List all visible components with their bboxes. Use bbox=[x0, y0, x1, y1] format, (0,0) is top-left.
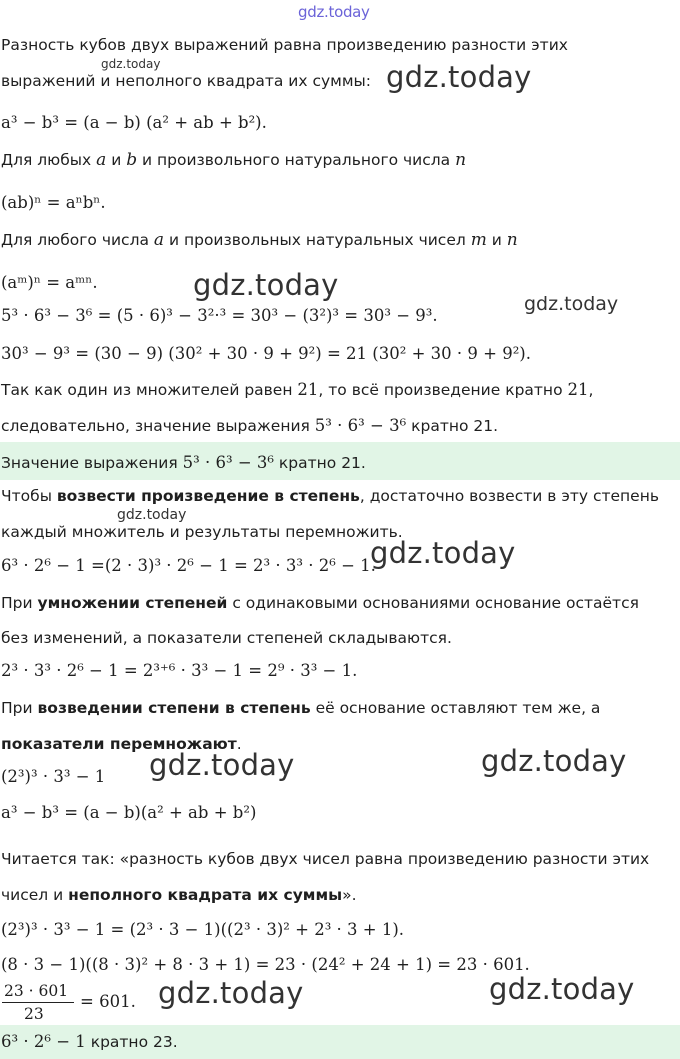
bold-term: показатели перемножают bbox=[1, 735, 237, 753]
text: , то всё произведение кратно bbox=[318, 381, 568, 399]
watermark-top: gdz.today bbox=[298, 3, 370, 21]
expression: 5³ · 6³ − 3⁶ bbox=[314, 416, 407, 435]
text: её основание оставляют тем же, а bbox=[310, 699, 601, 717]
watermark-big-7: gdz.today bbox=[489, 972, 635, 1006]
fraction-denominator: 23 bbox=[24, 1005, 44, 1023]
text: При bbox=[1, 594, 38, 612]
formula-step-3: 6³ · 2⁶ − 1 =(2 · 3)³ · 2⁶ − 1 = 2³ · 3³ · 2⁶ − 1. bbox=[1, 556, 376, 575]
formula-power-of-power: (aᵐ)ⁿ = aᵐⁿ. bbox=[1, 273, 98, 292]
paragraph-multiple-21 bbox=[1, 380, 680, 400]
formula-difference-of-cubes-2: a³ − b³ = (a − b)(a² + ab + b²) bbox=[1, 803, 257, 822]
watermark-big-4: gdz.today bbox=[149, 748, 295, 782]
text: Так как один из множителей равен bbox=[1, 381, 298, 399]
paragraph-product-to-power-line2: каждый множитель и результаты перемножить. bbox=[1, 523, 403, 541]
text: кратно 23. bbox=[85, 1033, 178, 1051]
paragraph-reading-line2 bbox=[1, 885, 680, 905]
watermark-medium-1: gdz.today bbox=[524, 293, 619, 315]
watermark-big-5: gdz.today bbox=[481, 744, 627, 778]
paragraph-product-to-power-line1 bbox=[1, 486, 680, 506]
number-21: 21 bbox=[567, 380, 589, 399]
expression: 5³ · 6³ − 3⁶ bbox=[182, 453, 274, 472]
expression: 6³ · 2⁶ − 1 bbox=[1, 1032, 86, 1051]
formula-step-2: 30³ − 9³ = (30 − 9) (30² + 30 · 9 + 9²) = 21 (30² + 30 · 9 + 9²). bbox=[1, 344, 531, 363]
bold-term: неполного квадрата их суммы bbox=[68, 886, 343, 904]
formula-product-power: (ab)ⁿ = aⁿbⁿ. bbox=[1, 193, 106, 212]
fraction-numerator: 23 · 601 bbox=[4, 982, 69, 1000]
fraction-result: = 601. bbox=[80, 992, 136, 1011]
fraction-line bbox=[2, 1002, 74, 1003]
paragraph-multiplying-powers-line1 bbox=[1, 593, 680, 613]
watermark-big-1: gdz.today bbox=[386, 60, 532, 94]
paragraph-conclusion-21 bbox=[1, 416, 680, 436]
paragraph-power-of-power-rule-line1 bbox=[1, 698, 680, 718]
paragraph-multiplying-powers-line2: без изменений, а показатели степеней складываются. bbox=[1, 629, 452, 647]
text: чисел и bbox=[1, 886, 69, 904]
watermark-small-1: gdz.today bbox=[101, 57, 161, 71]
watermark-big-3: gdz.today bbox=[370, 536, 516, 570]
text: При bbox=[1, 699, 38, 717]
paragraph-difference-of-cubes-line1: Разность кубов двух выражений равна произведению разности этих bbox=[1, 36, 568, 54]
text: кратно 21. bbox=[274, 454, 366, 472]
text: и bbox=[106, 151, 127, 169]
text: . bbox=[236, 735, 242, 753]
text: , bbox=[588, 381, 594, 399]
var-m: m bbox=[470, 230, 487, 250]
text: следовательно, значение выражения bbox=[1, 417, 315, 435]
paragraph-product-power bbox=[1, 150, 680, 170]
text: ». bbox=[342, 886, 357, 904]
formula-difference-of-cubes: a³ − b³ = (a − b) (a² + ab + b²). bbox=[1, 113, 267, 132]
text: , достаточно возвести в эту степень bbox=[359, 487, 659, 505]
text: и bbox=[486, 231, 507, 249]
answer-1 bbox=[1, 453, 680, 473]
formula-step-4: 2³ · 3³ · 2⁶ − 1 = 2³⁺⁶ · 3³ − 1 = 2⁹ · 3³ − 1. bbox=[1, 661, 358, 680]
text: Для любого числа bbox=[1, 231, 154, 249]
formula-step-7: (8 · 3 − 1)((8 · 3)² + 8 · 3 + 1) = 23 · (24² + 24 + 1) = 23 · 601. bbox=[1, 955, 530, 974]
paragraph-reading-line1: Читается так: «разность кубов двух чисел равна произведению разности этих bbox=[1, 850, 650, 868]
var-n: n bbox=[506, 230, 518, 250]
var-n: n bbox=[455, 150, 467, 170]
paragraph-difference-of-cubes-line2: выражений и неполного квадрата их суммы: bbox=[1, 72, 372, 90]
text: Значение выражения bbox=[1, 454, 183, 472]
answer-2 bbox=[1, 1032, 680, 1052]
formula-step-6: (2³)³ · 3³ − 1 = (2³ · 3 − 1)((2³ · 3)² + 2³ · 3 + 1). bbox=[1, 920, 405, 939]
watermark-big-6: gdz.today bbox=[158, 976, 304, 1010]
var-a: a bbox=[153, 230, 165, 250]
number-21: 21 bbox=[297, 380, 319, 399]
var-b: b bbox=[126, 150, 138, 170]
text: кратно 21. bbox=[406, 417, 499, 435]
text: и произвольных натуральных чисел bbox=[164, 231, 471, 249]
watermark-small-2: gdz.today bbox=[117, 507, 187, 523]
formula-step-5: (2³)³ · 3³ − 1 bbox=[1, 767, 106, 786]
bold-term: возвести произведение в степень bbox=[56, 487, 360, 505]
bold-term: возведении степени в степень bbox=[37, 699, 311, 717]
text: с одинаковыми основаниями основание остаётся bbox=[227, 594, 639, 612]
bold-term: умножении степеней bbox=[37, 594, 228, 612]
var-a: a bbox=[96, 150, 107, 170]
text: Для любых bbox=[1, 151, 97, 169]
paragraph-power-of-power bbox=[1, 230, 680, 250]
text: и произвольного натурального числа bbox=[137, 151, 456, 169]
watermark-big-2: gdz.today bbox=[193, 268, 339, 302]
text: Чтобы bbox=[1, 487, 57, 505]
formula-step-1: 5³ · 6³ − 3⁶ = (5 · 6)³ − 3²·³ = 30³ − (3²)³ = 30³ − 9³. bbox=[1, 306, 438, 325]
